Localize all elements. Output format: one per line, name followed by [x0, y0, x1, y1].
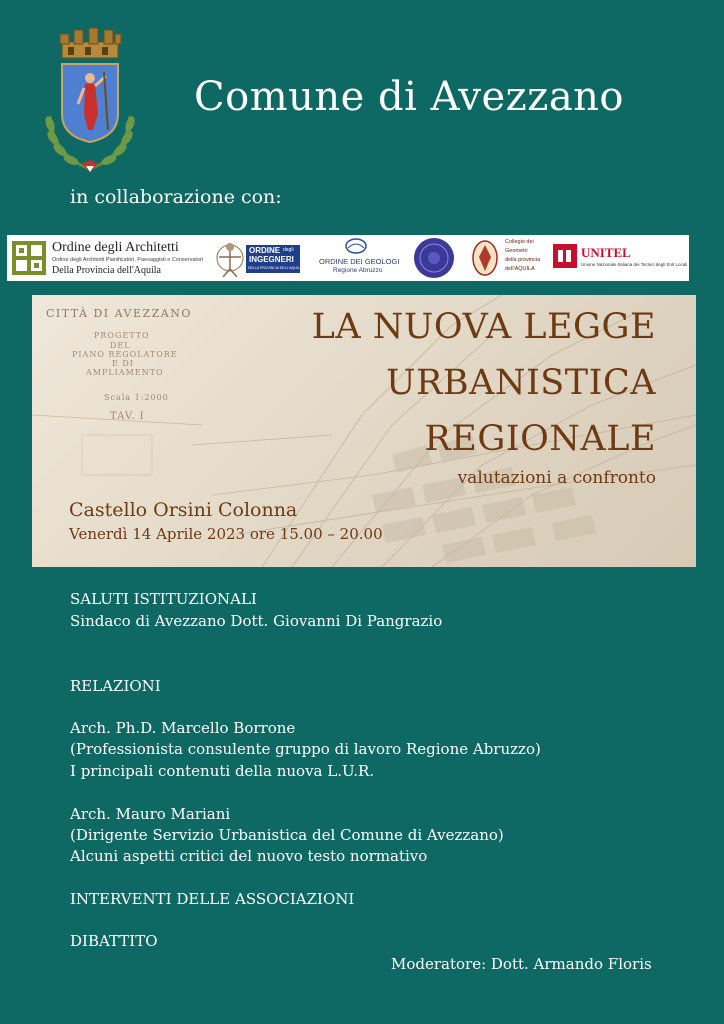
- ingegneri-line4: DELLA PROVINCIA DELL'AQUILA: [248, 266, 303, 270]
- event-venue: Castello Orsini Colonna: [69, 499, 298, 521]
- ordine-architetti-logo: [10, 235, 210, 281]
- association-seal-logo: [411, 235, 461, 281]
- headline-line-2: URBANISTICA: [386, 363, 656, 403]
- geometri-line1: Collegio dei: [505, 239, 534, 245]
- collegio-geometri-logo: [469, 235, 549, 281]
- map-caption-line: TAV. I: [110, 411, 145, 422]
- event-banner: [32, 295, 696, 567]
- headline-line-1: LA NUOVA LEGGE: [311, 307, 656, 347]
- avezzano-coat-of-arms: [38, 26, 142, 176]
- map-caption-line: Scala 1:2000: [104, 393, 169, 402]
- event-date: Venerdì 14 Aprile 2023 ore 15.00 – 20.00: [69, 525, 383, 543]
- map-caption-line: AMPLIAMENTO: [86, 368, 164, 377]
- interventi-heading: INTERVENTI DELLE ASSOCIAZIONI: [70, 890, 355, 908]
- geometri-line4: dell'AQUILA: [505, 266, 535, 272]
- speaker1-name: Arch. Ph.D. Marcello Borrone: [70, 719, 296, 737]
- moderator: Moderatore: Dott. Armando Floris: [391, 955, 652, 973]
- unitel-subtitle: Unione Nazionale Italiana dei Tecnici degli Enti Locali: [581, 262, 688, 267]
- headline-line-3: REGIONALE: [424, 419, 656, 459]
- geologi-region: Regione Abruzzo: [333, 267, 383, 274]
- round-seal-icon: [413, 237, 455, 279]
- collaboration-label: in collaborazione con:: [70, 186, 282, 208]
- saluti-speaker: Sindaco di Avezzano Dott. Giovanni Di Pangrazio: [70, 612, 443, 630]
- architetti-emblem-icon: [12, 241, 46, 275]
- ordine-ingegneri-logo: [213, 235, 303, 281]
- unitel-emblem-icon: [553, 244, 577, 268]
- partner-logos-strip: [7, 235, 689, 281]
- geologi-name: ORDINE DEI GEOLOGI: [319, 257, 400, 266]
- relazioni-heading: RELAZIONI: [70, 677, 161, 695]
- saluti-heading: SALUTI ISTITUZIONALI: [70, 590, 257, 608]
- geometri-crest-icon: [471, 239, 499, 277]
- page-title: Comune di Avezzano: [194, 74, 625, 120]
- ingegneri-line1: ORDINE: [249, 246, 281, 255]
- map-caption-line: E DI: [112, 359, 134, 368]
- vitruvian-man-icon: [215, 237, 245, 279]
- map-caption-line: PIANO REGOLATORE: [72, 350, 178, 359]
- architetti-name: Ordine degli Architetti: [52, 240, 179, 255]
- speaker2-role: (Dirigente Servizio Urbanistica del Comune di Avezzano): [70, 826, 504, 844]
- map-caption-line: DEL: [110, 341, 131, 350]
- geometri-line3: della provincia: [505, 257, 541, 263]
- speaker2-name: Arch. Mauro Mariani: [70, 805, 231, 823]
- ingegneri-line3: INGEGNERI: [249, 255, 294, 264]
- ingegneri-line2: degli: [283, 247, 294, 253]
- architetti-subtitle: Ordine degli Architetti Pianificatori, Paesaggisti e Conservatori: [52, 257, 204, 263]
- unitel-logo: [551, 235, 689, 281]
- geometri-line2: Geometri: [505, 248, 528, 254]
- ordine-geologi-logo: [309, 235, 405, 281]
- architetti-province: Della Provincia dell'Aquila: [52, 265, 161, 276]
- speaker1-role: (Professionista consulente gruppo di lavoro Regione Abruzzo): [70, 740, 541, 758]
- map-title: CITTÀ DI AVEZZANO: [46, 307, 192, 320]
- speaker2-topic: Alcuni aspetti critici del nuovo testo normativo: [70, 847, 428, 865]
- geologi-emblem-icon: [345, 238, 367, 254]
- map-caption-line: PROGETTO: [94, 331, 150, 340]
- unitel-name: UNITEL: [581, 245, 631, 260]
- headline-subtitle: valutazioni a confronto: [457, 468, 656, 488]
- dibattito-heading: DIBATTITO: [70, 932, 158, 950]
- speaker1-topic: I principali contenuti della nuova L.U.R.: [70, 762, 375, 780]
